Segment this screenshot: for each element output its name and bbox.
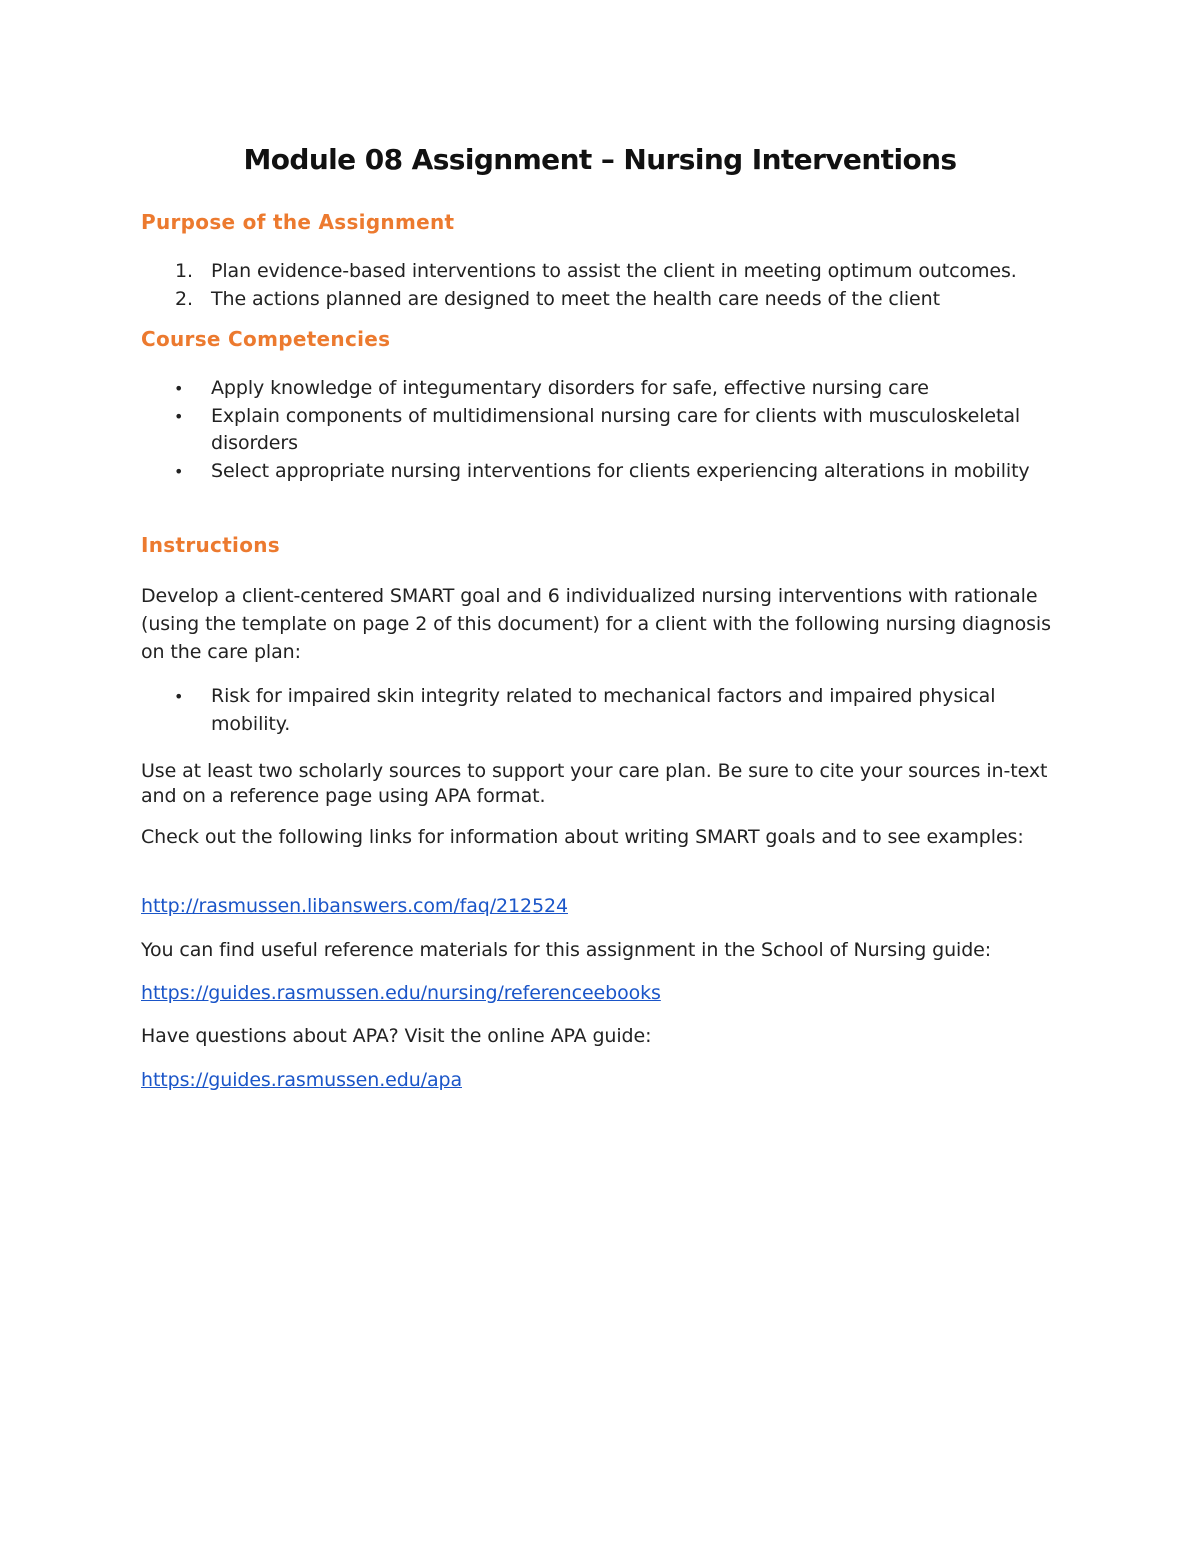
apa-link-line bbox=[141, 1066, 1071, 1094]
list-number: 2. bbox=[175, 287, 193, 310]
list-item bbox=[141, 258, 1071, 286]
instructions-heading: Instructions bbox=[141, 533, 281, 557]
smart-note: Check out the following links for information about writing SMART goals and to see examples: bbox=[141, 826, 1024, 848]
bullet: • bbox=[174, 379, 184, 398]
purpose-list bbox=[141, 258, 1071, 313]
bullet: • bbox=[174, 687, 184, 706]
diagnosis-list bbox=[141, 683, 1071, 738]
reference-ebooks-link[interactable]: https://guides.rasmussen.edu/nursing/referenceebooks bbox=[141, 982, 661, 1004]
bullet: • bbox=[174, 406, 184, 426]
list-item-text: Apply knowledge of integumentary disorders for safe, effective nursing care bbox=[211, 377, 929, 399]
smart-link-line bbox=[141, 892, 1071, 920]
list-item bbox=[141, 403, 1071, 458]
list-item bbox=[141, 286, 1071, 314]
list-item bbox=[141, 375, 1071, 403]
apa-guide-link[interactable]: https://guides.rasmussen.edu/apa bbox=[141, 1069, 462, 1091]
smart-goals-link[interactable]: http://rasmussen.libanswers.com/faq/212524 bbox=[141, 895, 568, 917]
competencies-heading: Course Competencies bbox=[141, 327, 391, 351]
reference-note: You can find useful reference materials for this assignment in the School of Nursing guide: bbox=[141, 939, 992, 961]
document-title: Module 08 Assignment – Nursing Interventions bbox=[243, 143, 957, 176]
list-item bbox=[141, 683, 1071, 738]
list-item-text: Explain components of multidimensional nursing care for clients with musculoskeletal disorders bbox=[211, 404, 1021, 454]
reference-link-line bbox=[141, 979, 1071, 1007]
competencies-list bbox=[141, 375, 1071, 485]
sources-paragraph: Use at least two scholarly sources to support your care plan. Be sure to cite your sources in-text and on a reference page using APA format. bbox=[141, 760, 1048, 807]
list-item bbox=[141, 458, 1071, 486]
list-item-text: Select appropriate nursing interventions for clients experiencing alterations in mobility bbox=[211, 459, 1030, 482]
list-item-text: Risk for impaired skin integrity related to mechanical factors and impaired physical mobility. bbox=[211, 685, 996, 735]
list-item-text: Plan evidence-based interventions to assist the client in meeting optimum outcomes. bbox=[211, 260, 1017, 282]
list-item-text: The actions planned are designed to meet the health care needs of the client bbox=[211, 287, 940, 310]
instructions-intro: Develop a client-centered SMART goal and 6 individualized nursing interventions with rationale (using the template on page 2 of this document) for a client with the following nursing diagnosis on the care plan: bbox=[141, 585, 1051, 663]
bullet: • bbox=[174, 461, 184, 481]
list-number: 1. bbox=[175, 260, 193, 282]
purpose-heading: Purpose of the Assignment bbox=[141, 210, 455, 234]
apa-note: Have questions about APA? Visit the online APA guide: bbox=[141, 1025, 652, 1047]
